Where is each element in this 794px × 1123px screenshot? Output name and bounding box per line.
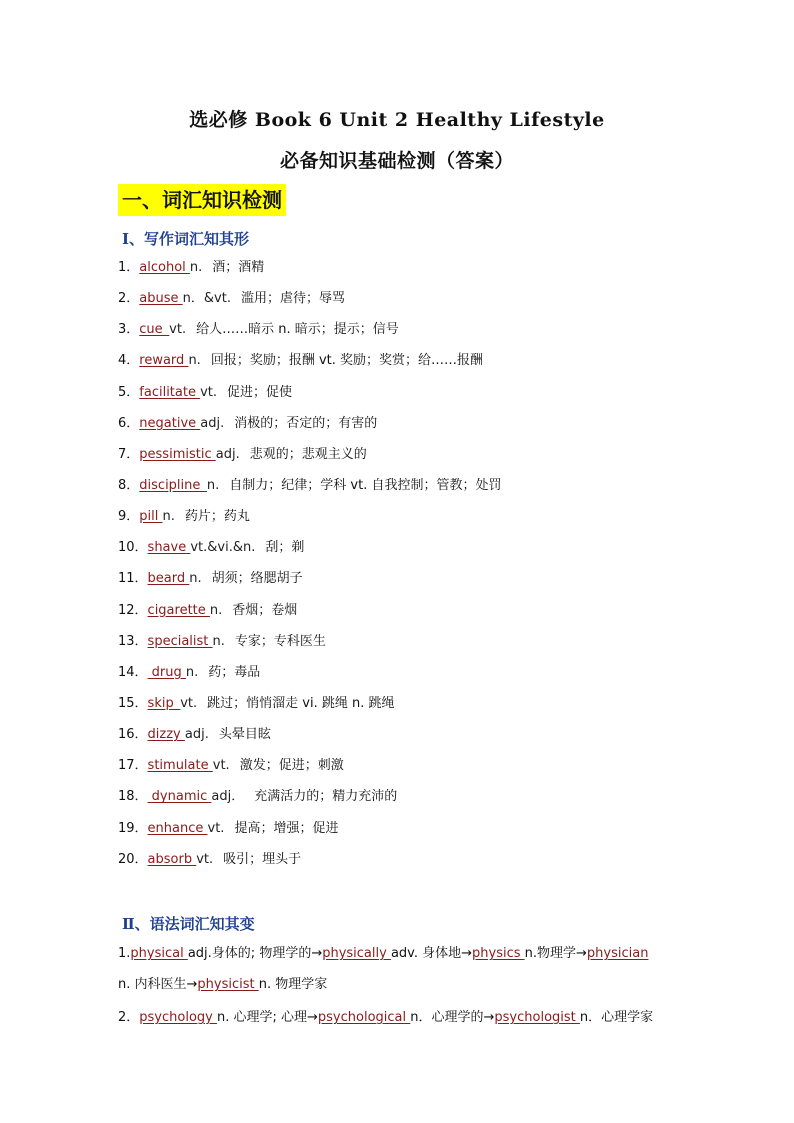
answer-blank: cue_ <box>139 322 170 338</box>
item-number: 2． <box>118 1010 140 1025</box>
definition-text: 专家；专科医生 <box>234 633 326 649</box>
part-of-speech: n. <box>162 509 175 525</box>
part-of-speech: adj． <box>211 789 245 805</box>
definition-text: adj.身体的; 物理学的→ <box>187 946 323 961</box>
part-of-speech: vt. <box>180 695 198 711</box>
answer-blank: physical <box>130 946 188 961</box>
part-of-speech: n. <box>189 571 202 587</box>
answer-blank: shave <box>147 540 191 556</box>
part-of-speech: vt.&vi.&n. <box>190 540 256 556</box>
item-number: 19． <box>118 820 148 836</box>
item-number: 15． <box>118 695 148 711</box>
part-of-speech: n．&vt. <box>182 291 231 307</box>
answer-blank: cigarette <box>147 602 210 618</box>
answer-blank: enhance <box>147 820 208 836</box>
page-title: 选必修 Book 6 Unit 2 Healthy Lifestyle <box>189 109 605 131</box>
answer-blank: alcohol <box>139 260 190 275</box>
part-of-speech: n. <box>206 477 220 493</box>
answer-blank: psychologist <box>494 1010 580 1025</box>
item-number: 11． <box>118 571 148 587</box>
part-of-speech: vt. <box>169 322 187 338</box>
item-number: 14． <box>118 664 148 680</box>
item-number: 17． <box>118 758 148 774</box>
item-number: 7． <box>118 446 140 462</box>
vocab-item <box>118 661 718 692</box>
definition-text: 香烟；卷烟 <box>232 602 298 618</box>
vocab-item <box>118 381 718 412</box>
item-number: 1． <box>118 260 140 275</box>
part-of-speech: vt. <box>200 384 218 400</box>
definition-text: 药；毒品 <box>208 664 261 680</box>
item-number: 13． <box>118 633 148 649</box>
part-of-speech: n. <box>188 353 201 369</box>
vocab-item <box>118 412 718 443</box>
answer-blank: absorb <box>147 851 197 867</box>
answer-blank: stimulate <box>147 758 213 774</box>
part-of-speech: vt. <box>196 851 214 867</box>
vocab-item <box>118 567 718 598</box>
definition-text: n.物理学→ <box>524 946 587 961</box>
answer-blank: beard <box>147 571 190 587</box>
definition-text: 充满活力的；精力充沛的 <box>254 789 398 805</box>
definition-text: 悲观的；悲观主义的 <box>249 446 367 462</box>
answer-blank: physicist <box>197 977 259 992</box>
definition-text: 激发；促进；刺激 <box>239 758 344 774</box>
answer-blank: psychology <box>139 1010 217 1025</box>
definition-text: 回报；奖励；报酬 vt. 奖励；奖赏；给……报酬 <box>210 353 484 369</box>
item-number: 9． <box>118 509 140 525</box>
vocab-list <box>118 256 718 879</box>
answer-blank: reward <box>139 353 189 369</box>
item-number: 2． <box>118 291 140 307</box>
item-number: 3． <box>118 322 140 338</box>
item-number: 5． <box>118 384 140 400</box>
vocab-item <box>118 630 718 661</box>
definition-text: 消极的；否定的；有害的 <box>234 415 378 431</box>
definition-text: n. 心理学; 心理→ <box>216 1010 318 1025</box>
part-of-speech: adj. <box>184 727 209 743</box>
grammar-item-1 <box>118 944 688 964</box>
item-number: 4． <box>118 353 140 369</box>
answer-blank: pill <box>139 509 163 525</box>
answer-blank: abuse <box>139 291 183 307</box>
vocab-item <box>118 443 718 474</box>
vocab-item <box>118 723 718 754</box>
answer-blank: physician <box>586 946 649 961</box>
part-of-speech: n. <box>185 664 199 680</box>
vocab-item <box>118 474 718 505</box>
definition-text: 头晕目眩 <box>218 727 271 743</box>
item-number: 20． <box>118 851 148 867</box>
definition-text: 促进；促使 <box>227 384 293 400</box>
answer-blank: physically <box>322 946 391 961</box>
vocab-item <box>118 599 718 630</box>
definition-text: 自制力；纪律；学科 vt. 自我控制；管教；处罚 <box>229 477 502 493</box>
subsection-heading-grammar-vocab: Ⅱ、语法词汇知其变 <box>122 915 255 933</box>
definition-text: 提高；增强；促进 <box>234 820 339 836</box>
part-of-speech: adj. <box>215 446 240 462</box>
definition-text: 药片；药丸 <box>184 509 250 525</box>
vocab-item <box>118 848 718 879</box>
answer-blank: facilitate <box>139 384 201 400</box>
answer-blank: dizzy <box>147 727 185 743</box>
vocab-item <box>118 256 718 287</box>
definition-text: 吸引；埋头于 <box>223 851 302 867</box>
item-number: 1. <box>118 946 131 961</box>
vocab-item <box>118 692 718 723</box>
answer-blank: discipline_ <box>139 477 207 493</box>
vocab-item <box>118 287 718 318</box>
item-number: 8． <box>118 477 140 493</box>
definition-text: n．心理学家 <box>579 1010 654 1025</box>
vocab-item <box>118 349 718 380</box>
part-of-speech: n. <box>212 633 225 649</box>
vocab-item <box>118 536 718 567</box>
section-heading-vocabulary: 一、词汇知识检测 <box>118 184 286 216</box>
definition-text: 酒；酒精 <box>212 260 265 275</box>
part-of-speech: n. <box>209 602 223 618</box>
vocab-item <box>118 785 718 816</box>
definition-text: 胡须；络腮胡子 <box>211 571 303 587</box>
answer-blank: drug <box>147 664 186 680</box>
definition-text: 刮；剃 <box>265 540 305 556</box>
item-number: 12． <box>118 602 148 618</box>
definition-text: n. 物理学家 <box>258 977 328 992</box>
definition-text: adv. 身体地→ <box>390 946 473 961</box>
page-subtitle: 必备知识基础检测（答案） <box>279 150 514 172</box>
vocab-item <box>118 318 718 349</box>
part-of-speech: n. <box>189 260 203 275</box>
item-number: 6． <box>118 415 140 431</box>
item-number: 18． <box>118 789 148 805</box>
vocab-item <box>118 817 718 848</box>
grammar-item-2 <box>118 1008 688 1028</box>
vocab-item <box>118 505 718 536</box>
answer-blank: negative <box>139 415 201 431</box>
part-of-speech: vt. <box>212 758 230 774</box>
definition-text: 跳过；悄悄溜走 vi. 跳绳 n. 跳绳 <box>207 695 395 711</box>
answer-blank: psychological <box>317 1010 411 1025</box>
answer-blank: pessimistic <box>139 446 216 462</box>
definition-text: n. 内科医生→ <box>118 977 198 992</box>
definition-text: n．心理学的→ <box>410 1010 495 1025</box>
answer-blank: dynamic <box>147 789 212 805</box>
answer-blank: physics <box>472 946 525 961</box>
definition-text: 给人……暗示 n. 暗示；提示；信号 <box>196 322 399 338</box>
grammar-item-1-continued <box>118 975 688 995</box>
definition-text: 滥用；虐待；辱骂 <box>240 291 345 307</box>
vocab-item <box>118 754 718 785</box>
item-number: 10． <box>118 540 148 556</box>
part-of-speech: vt. <box>207 820 225 836</box>
item-number: 16． <box>118 727 148 743</box>
part-of-speech: adj. <box>200 415 225 431</box>
subsection-heading-writing-vocab: Ⅰ、写作词汇知其形 <box>122 230 250 248</box>
answer-blank: specialist <box>147 633 213 649</box>
answer-blank: skip_ <box>147 695 181 711</box>
